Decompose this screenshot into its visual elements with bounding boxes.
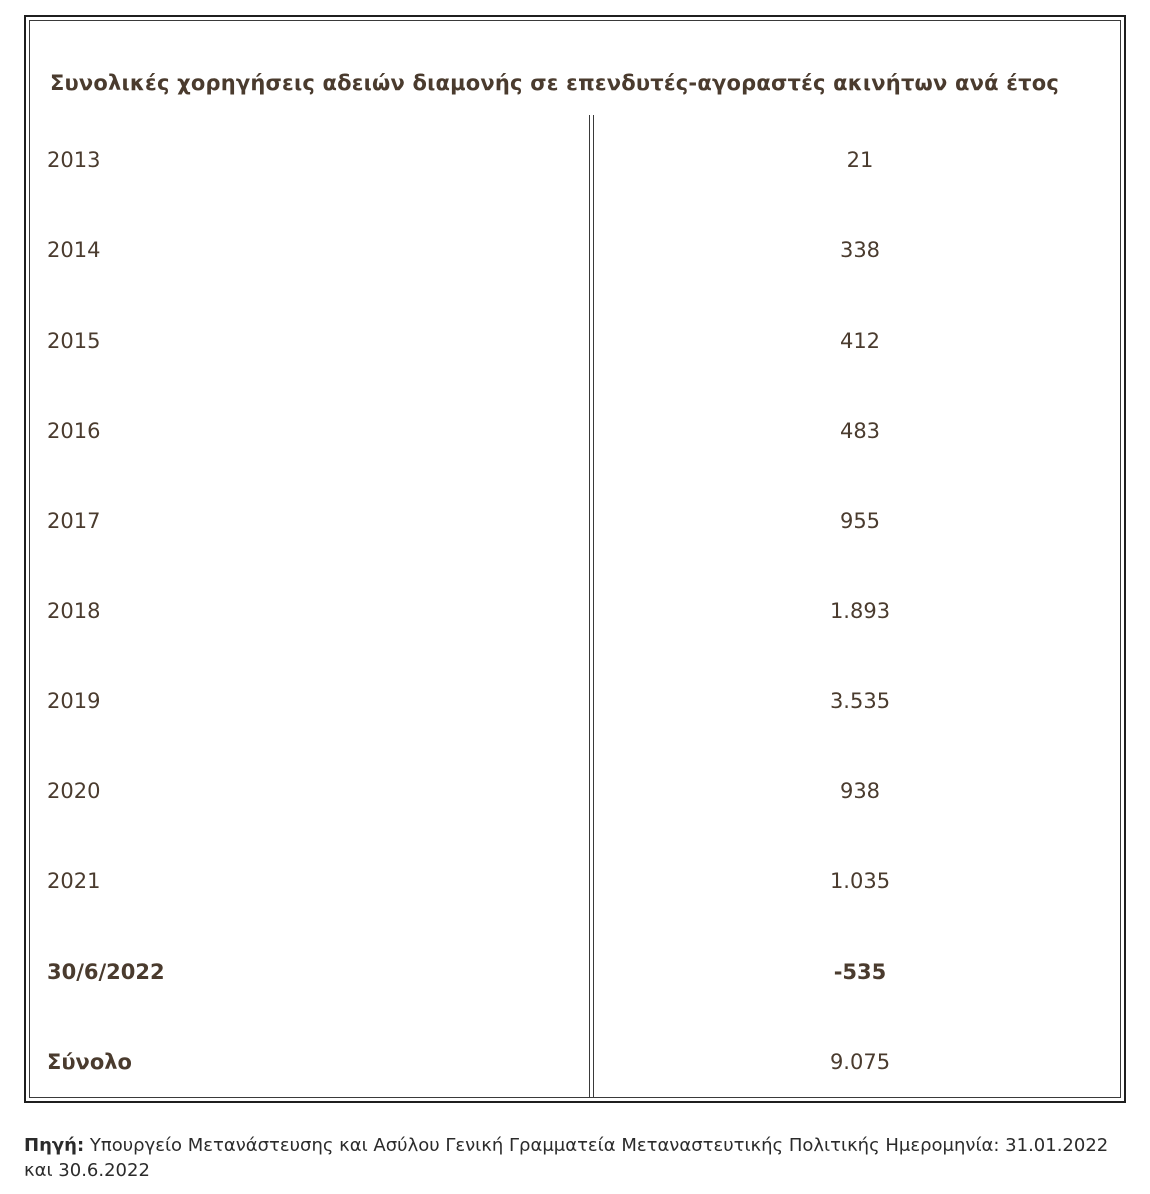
total-value: 9.075 (829, 1050, 891, 1074)
row-value: 955 (839, 509, 881, 533)
row-year: 2015 (47, 329, 101, 353)
row-value: 412 (839, 329, 881, 353)
row-value: 3.535 (829, 689, 891, 713)
row-year: 2020 (47, 779, 101, 803)
row-year: 2016 (47, 419, 101, 443)
table-row (30, 386, 1120, 476)
table-row (30, 566, 1120, 656)
row-year: 2021 (47, 869, 101, 893)
table-title: Συνολικές χορηγήσεις αδειών διαμονής σε επενδυτές-αγοραστές ακινήτων ανά έτος (50, 71, 1060, 95)
table-row (30, 656, 1120, 746)
table-row (30, 476, 1120, 566)
row-year: 2014 (47, 238, 101, 262)
table-row-partial-year (30, 927, 1120, 1017)
source-text: Υπουργείο Μετανάστευσης και Ασύλου Γενική Γραμματεία Μεταναστευτικής Πολιτικής Ημερομηνία: 31.01.2022 και 30.6.2022 (24, 1135, 1109, 1181)
table-row (30, 115, 1120, 205)
row-value: 21 (846, 148, 874, 172)
row-value: 1.893 (829, 599, 891, 623)
table-row (30, 746, 1120, 836)
table-row (30, 296, 1120, 386)
row-year: 2017 (47, 509, 101, 533)
row-value: 483 (839, 419, 881, 443)
table-row (30, 836, 1120, 926)
row-year: 30/6/2022 (47, 960, 165, 984)
table-inner-border (29, 20, 1121, 1098)
row-year: 2013 (47, 148, 101, 172)
row-year: 2019 (47, 689, 101, 713)
total-label: Σύνολο (47, 1050, 132, 1074)
row-year: 2018 (47, 599, 101, 623)
source-label: Πηγή: (24, 1135, 85, 1156)
table-row-total (30, 1017, 1120, 1107)
row-value: 1.035 (829, 869, 891, 893)
row-value: 338 (839, 238, 881, 262)
residence-permits-table (24, 15, 1126, 1103)
source-note (24, 1133, 1124, 1183)
table-row (30, 205, 1120, 295)
row-value: -535 (833, 960, 887, 984)
row-value: 938 (839, 779, 881, 803)
